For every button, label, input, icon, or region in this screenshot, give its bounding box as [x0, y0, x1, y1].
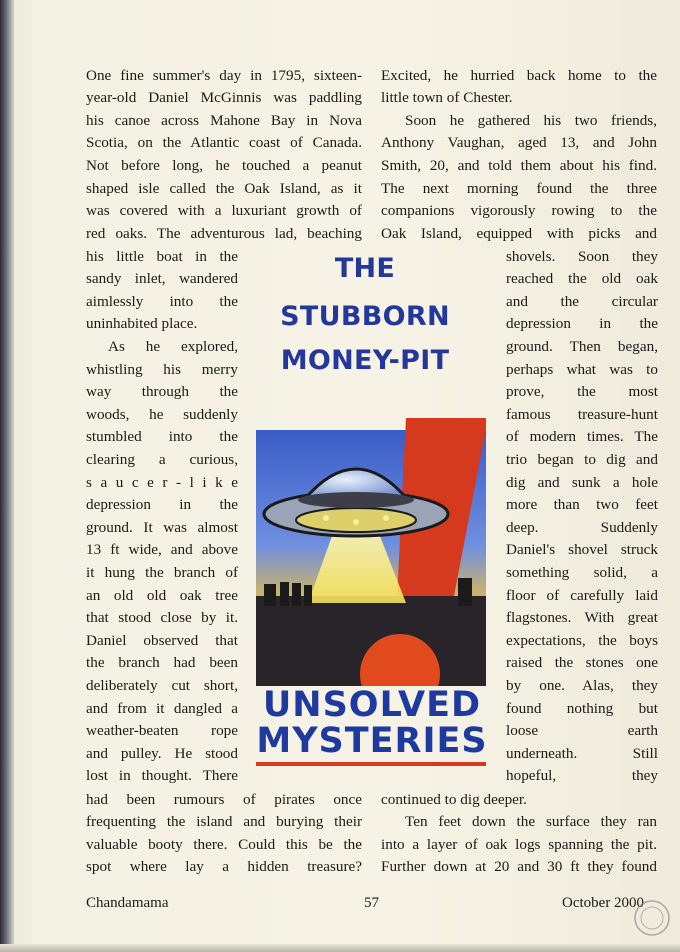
text-line: sandy inlet, wandered	[86, 270, 238, 288]
text-line: depression in the	[86, 496, 238, 514]
text-line: continued to dig deeper.	[381, 790, 527, 808]
text-line: Oak Island, equipped with picks and	[381, 224, 657, 242]
text-line: his canoe across Mahone Bay in Nova	[86, 111, 362, 129]
footer-page-number: 57	[364, 895, 379, 911]
text-line: Excited, he hurried back home to the	[381, 66, 657, 84]
text-line: floor of carefully laid	[506, 586, 658, 604]
text-line: his little boat in the	[86, 247, 238, 265]
text-line: One fine summer's day in 1795, sixteen-	[86, 66, 362, 84]
text-line: underneath. Still	[506, 744, 658, 762]
text-line: spot where lay a hidden treasure?	[86, 858, 362, 876]
text-line: trio began to dig and	[506, 450, 658, 468]
text-line: the branch had been	[86, 654, 238, 672]
text-line: flagstones. With great	[506, 609, 658, 627]
text-line: shovels. Soon they	[506, 247, 658, 265]
page-bottom-edge	[0, 944, 680, 952]
text-line: and from it dangled a	[86, 699, 238, 717]
text-line: shaped isle called the Oak Island, as it	[86, 179, 362, 197]
text-line: it hung the branch of	[86, 563, 238, 581]
text-line: found nothing but	[506, 699, 658, 717]
text-line: Daniel observed that	[86, 631, 238, 649]
text-line: The next morning found the three	[381, 179, 657, 197]
banner-underline	[256, 762, 486, 766]
series-banner-line-1: UNSOLVED	[262, 685, 482, 725]
text-line: woods, he suddenly	[86, 405, 238, 423]
text-line: 13 ft wide, and above	[86, 541, 238, 559]
text-line: Smith, 20, and told them about his find.	[381, 156, 657, 174]
text-line: and pulley. He stood	[86, 744, 238, 762]
ufo-illustration	[256, 418, 486, 686]
text-line: lost in thought. There	[86, 767, 238, 785]
series-banner-line-2: MYSTERIES	[256, 721, 488, 761]
text-line: dig and sunk a hole	[506, 473, 658, 491]
text-line: frequenting the island and burying their	[86, 813, 362, 831]
text-line: valuable booty there. Could this be the	[86, 835, 362, 853]
text-line: deliberately cut short,	[86, 676, 238, 694]
text-line: loose earth	[506, 722, 658, 740]
text-line: by one. Alas, they	[506, 676, 658, 694]
headline-line-1: THE	[334, 253, 396, 284]
text-line: year-old Daniel McGinnis was paddling	[86, 89, 362, 107]
text-line: expectations, the boys	[506, 631, 658, 649]
text-line: Soon he gathered his two friends,	[405, 111, 657, 129]
text-line: into a layer of oak logs spanning the pit.	[381, 835, 657, 853]
text-line: and the circular	[506, 292, 658, 310]
text-line: little town of Chester.	[381, 89, 513, 107]
text-line: As he explored,	[108, 337, 238, 355]
page-binding-edge	[0, 0, 14, 952]
text-line: of modern times. The	[506, 428, 658, 446]
text-line: ground. It was almost	[86, 518, 238, 536]
text-line: stumbled into the	[86, 428, 238, 446]
text-line: prove, the most	[506, 383, 658, 401]
text-line: whistling his merry	[86, 360, 238, 378]
text-line: s a u c e r - l i k e	[86, 473, 238, 491]
text-line: Not before long, he touched a peanut	[86, 156, 362, 174]
text-line: Scotia, on the Atlantic coast of Canada.	[86, 134, 362, 152]
text-line: aimlessly into the	[86, 292, 238, 310]
text-line: way through the	[86, 383, 238, 401]
headline-line-2: STUBBORN	[280, 301, 450, 332]
text-line: was covered with a luxuriant growth of	[86, 202, 362, 220]
text-line: more than two feet	[506, 496, 658, 514]
headline-line-3: MONEY-PIT	[280, 345, 450, 376]
text-line: that stood close by it.	[86, 609, 238, 627]
text-line: raised the stones one	[506, 654, 658, 672]
text-line: clearing a curious,	[86, 450, 238, 468]
text-line: had been rumours of pirates once	[86, 790, 362, 808]
text-line: deep. Suddenly	[506, 518, 658, 536]
library-stamp-icon	[632, 898, 672, 938]
text-line: an old old oak tree	[86, 586, 238, 604]
text-line: Anthony Vaughan, aged 13, and John	[381, 134, 657, 152]
text-line: perhaps what was to	[506, 360, 658, 378]
text-line: hopeful, they	[506, 767, 658, 785]
text-line: uninhabited place.	[86, 315, 198, 333]
text-line: red oaks. The adventurous lad, beaching	[86, 224, 362, 242]
text-line: Further down at 20 and 30 ft they found	[381, 858, 657, 876]
footer-magazine-name: Chandamama	[86, 895, 169, 911]
text-line: Daniel's shovel struck	[506, 541, 658, 559]
text-line: famous treasure-hunt	[506, 405, 658, 423]
text-line: depression in the	[506, 315, 658, 333]
text-line: reached the old oak	[506, 270, 658, 288]
text-line: ground. Then began,	[506, 337, 658, 355]
text-line: Ten feet down the surface they ran	[405, 813, 657, 831]
text-line: weather-beaten rope	[86, 722, 238, 740]
text-line: companions vigorously rowing to the	[381, 202, 657, 220]
footer-issue-date: October 2000	[562, 895, 645, 911]
text-line: something solid, a	[506, 563, 658, 581]
